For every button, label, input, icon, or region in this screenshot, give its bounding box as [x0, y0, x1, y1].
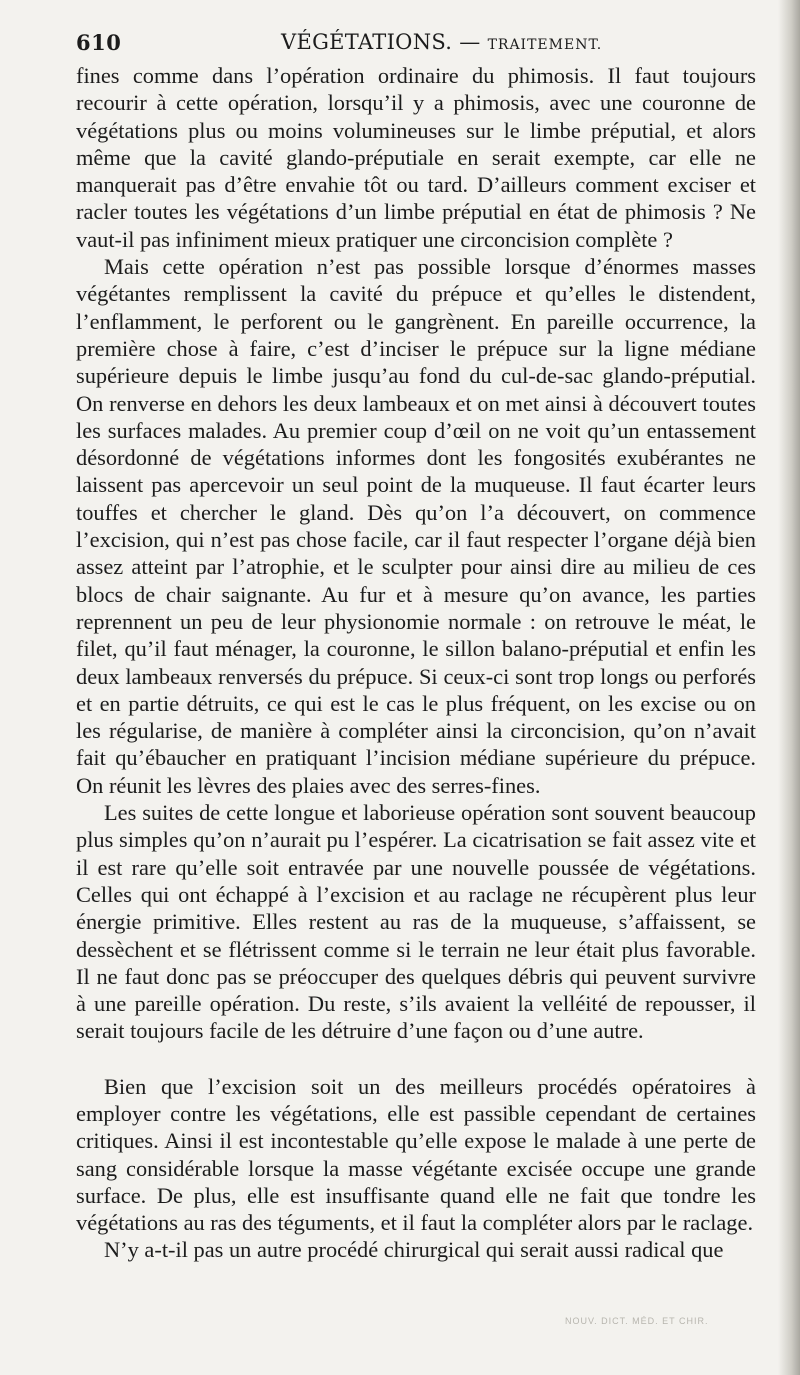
body-text — [76, 62, 756, 1264]
page-number: 610 — [76, 30, 122, 55]
running-title — [281, 30, 602, 54]
running-title-separator: — — [452, 30, 488, 54]
paragraph-critiques: Bien que l’excision soit un des meilleurs procédés opératoires à employer contre les végétations, elle est passible cependant de certaines critiques. Ainsi il est incontestable qu’elle expose le malade à une perte de sang considérable lorsque la masse végétante excisée occupe une grande surface. De plus, elle est insuffisante quand elle ne fait que tondre les végétations au ras des téguments, et il faut la compléter alors par le raclage. — [76, 1073, 756, 1236]
page-spine-shadow — [778, 0, 800, 1375]
footer-signature: NOUV. DICT. MÉD. ET CHIR. — [565, 1316, 709, 1326]
section-gap — [76, 1045, 756, 1073]
running-title-main: VÉGÉTATIONS. — [281, 30, 453, 54]
paragraph-continuation: fines comme dans l’opération ordinaire du phimosis. Il faut toujours recourir à cette opération, lorsqu’il y a phimosis, avec une couronne de végétations plus ou moins volumineuses sur le limbe préputial, et alors même que la cavité glando-préputiale en serait exempte, car elle ne manquerait pas d’être envahie tôt ou tard. D’ailleurs comment exciser et racler toutes les végétations d’un limbe préputial en état de phimosis ? Ne vaut-il pas infiniment mieux pratiquer une circoncision complète ? — [76, 63, 756, 252]
page-header — [76, 30, 756, 60]
running-title-subtitle: TRAITEMENT. — [487, 37, 603, 53]
paragraph-incision: Mais cette opération n’est pas possible lorsque d’énormes masses végétantes remplissent la cavité du prépuce et qu’elles le distendent, l’enflamment, le perforent ou le gangrènent. En pareille occurrence, la première chose à faire, c’est d’inciser le prépuce sur la ligne médiane supérieure depuis le limbe jusqu’au fond du cul-de-sac glando-préputial. On renverse en dehors les deux lambeaux et on met ainsi à découvert toutes les surfaces malades. Au premier coup d’œil on ne voit qu’un entassement désordonné de végétations informes dont les fongosités exubérantes ne laissent pas apercevoir un seul point de la muqueuse. Il faut écarter leurs touffes et chercher le gland. Dès qu’on l’a découvert, on commence l’excision, qui n’est pas chose facile, car il faut respecter l’organe déjà bien assez atteint par l’atrophie, et le sculpter pour ainsi dire au milieu de ces blocs de chair saignante. Au fur et à mesure qu’on avance, les parties reprennent un peu de leur physionomie normale : on retrouve le méat, le filet, qu’il faut ménager, la couronne, le sillon balano-préputial et enfin les deux lambeaux renversés du prépuce. Si ceux-ci sont trop longs ou perforés et en partie détruits, ce qui est le cas le plus fréquent, on les excise ou on les régularise, de manière à compléter ainsi la circoncision, qu’on n’avait fait qu’ébaucher en pratiquant l’incision médiane supérieure du prépuce. On réunit les lèvres des plaies avec des serres-fines. — [76, 254, 756, 798]
paragraph-question: N’y a-t-il pas un autre procédé chirurgical qui serait aussi radical que — [104, 1237, 724, 1263]
paragraph-suites: Les suites de cette longue et laborieuse opération sont souvent beaucoup plus simples qu’on n’aurait pu l’espérer. La cicatrisation se fait assez vite et il est rare qu’elle soit entravée par une nouvelle poussée de végétations. Celles qui ont échappé à l’excision et au raclage ne récupèrent plus leur énergie primitive. Elles restent au ras de la muqueuse, s’affaissent, se dessèchent et se flétrissent comme si le terrain ne leur était plus favorable. Il ne faut donc pas se préoccuper des quelques débris qui peuvent survivre à une pareille opération. Du reste, s’ils avaient la velléité de repousser, il serait toujours facile de les détruire d’une façon ou d’une autre. — [76, 800, 756, 1044]
